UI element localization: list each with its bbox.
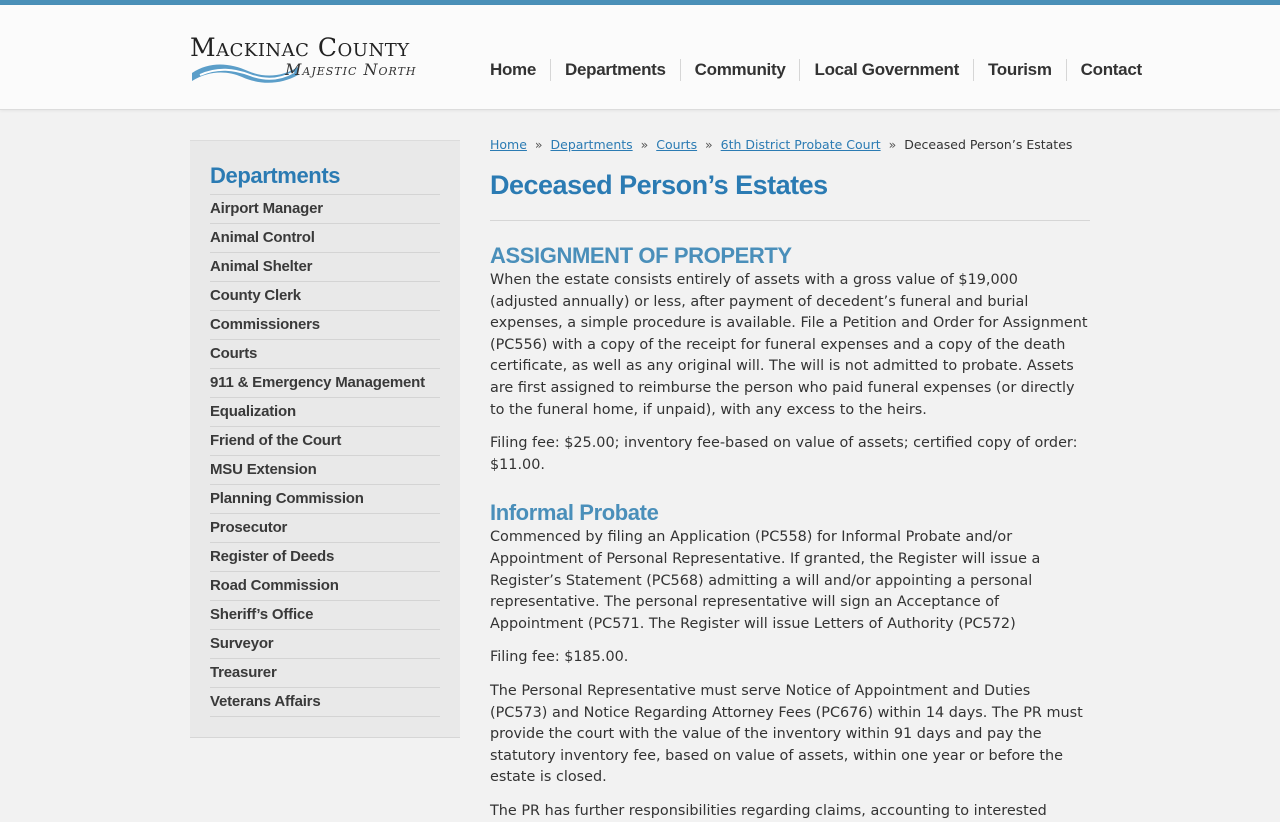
sidebar-item-equalization[interactable]: Equalization	[210, 398, 440, 427]
breadcrumb-probate-court[interactable]: 6th District Probate Court	[720, 137, 881, 152]
sidebar-item-road-commission[interactable]: Road Commission	[210, 572, 440, 601]
nav-tourism[interactable]: Tourism	[973, 59, 1066, 81]
sidebar-item-commissioners[interactable]: Commissioners	[210, 311, 440, 340]
sidebar-item-911-emergency[interactable]: 911 & Emergency Management	[210, 369, 440, 398]
breadcrumb	[490, 134, 1090, 156]
nav-departments[interactable]: Departments	[550, 59, 680, 81]
site-logo[interactable]	[190, 33, 462, 85]
sidebar-title[interactable]: Departments	[210, 161, 440, 195]
departments-sidebar	[190, 140, 460, 738]
sidebar-item-animal-shelter[interactable]: Animal Shelter	[210, 253, 440, 282]
assignment-paragraph-2: Filing fee: $25.00; inventory fee-based on value of assets; certified copy of order: $11.00.	[490, 435, 1078, 473]
breadcrumb-separator: »	[636, 137, 653, 152]
breadcrumb-departments[interactable]: Departments	[550, 137, 633, 152]
breadcrumb-separator: »	[701, 137, 717, 152]
main-nav	[476, 57, 1156, 83]
informal-paragraph-1: Commenced by filing an Application (PC558) for Informal Probate and/or Appointment of Personal Representative. If granted, the Register will issue a Register’s Statement (PC568) admitting a will and/or appointing a personal representative. The personal representative will sign an Acceptance of Appointment (PC571. The Register will issue Letters of Authority (PC572)	[490, 529, 1041, 632]
sidebar-item-register-of-deeds[interactable]: Register of Deeds	[210, 543, 440, 572]
sidebar-item-animal-control[interactable]: Animal Control	[210, 224, 440, 253]
section-heading-informal-probate: Informal Probate	[490, 500, 659, 526]
page-title: Deceased Person’s Estates	[490, 167, 1090, 221]
sidebar-item-surveyor[interactable]: Surveyor	[210, 630, 440, 659]
informal-paragraph-3: The Personal Representative must serve Notice of Appointment and Duties (PC573) and Notice Regarding Attorney Fees (PC676) within 14 days. The PR must provide the court with the value of the inventory within 91 days and pay the statutory inventory fee, based on value of assets, within one year or before the estate is closed.	[490, 682, 1083, 786]
breadcrumb-separator: »	[884, 137, 901, 152]
breadcrumb-current: Deceased Person’s Estates	[904, 137, 1073, 152]
nav-contact[interactable]: Contact	[1066, 59, 1156, 81]
site-header	[0, 5, 1280, 110]
sidebar-item-treasurer[interactable]: Treasurer	[210, 659, 440, 688]
sidebar-item-prosecutor[interactable]: Prosecutor	[210, 514, 440, 543]
sidebar-item-courts[interactable]: Courts	[210, 340, 440, 369]
sidebar-item-veterans-affairs[interactable]: Veterans Affairs	[210, 688, 440, 717]
sidebar-item-friend-of-court[interactable]: Friend of the Court	[210, 427, 440, 456]
sidebar-item-county-clerk[interactable]: County Clerk	[210, 282, 440, 311]
section-heading-assignment: ASSIGNMENT OF PROPERTY	[490, 243, 792, 268]
sidebar-item-msu-extension[interactable]: MSU Extension	[210, 456, 440, 485]
breadcrumb-separator: »	[530, 137, 547, 152]
nav-community[interactable]: Community	[680, 59, 800, 81]
logo-subtitle: Majestic North	[285, 60, 417, 79]
assignment-paragraph-1: When the estate consists entirely of assets with a gross value of $19,000 (adjusted annually) or less, after payment of decedent’s funeral and burial expenses, a simple procedure is available. File a Petition and Order for Assignment (PC556) with a copy of the receipt for funeral expenses and a copy of the death certificate, as well as any original will. The will is not admitted to probate. Assets are first assigned to reimburse the person who paid funeral expenses (or directly to the funeral home, if unpaid), with any excess to the heirs.	[490, 272, 1088, 418]
breadcrumb-courts[interactable]: Courts	[656, 137, 698, 152]
sidebar-list	[210, 195, 440, 717]
nav-local-government[interactable]: Local Government	[799, 59, 972, 81]
nav-home[interactable]: Home	[490, 60, 537, 79]
breadcrumb-home[interactable]: Home	[490, 137, 527, 152]
sidebar-item-airport-manager[interactable]: Airport Manager	[210, 195, 440, 224]
sidebar-item-sheriffs-office[interactable]: Sheriff’s Office	[210, 601, 440, 630]
logo-title: Mackinac County	[190, 33, 410, 62]
informal-paragraph-4: The PR has further responsibilities regarding claims, accounting to interested	[490, 802, 1047, 819]
informal-paragraph-2: Filing fee: $185.00.	[490, 649, 629, 666]
sidebar-item-planning-commission[interactable]: Planning Commission	[210, 485, 440, 514]
main-content	[490, 134, 1090, 822]
